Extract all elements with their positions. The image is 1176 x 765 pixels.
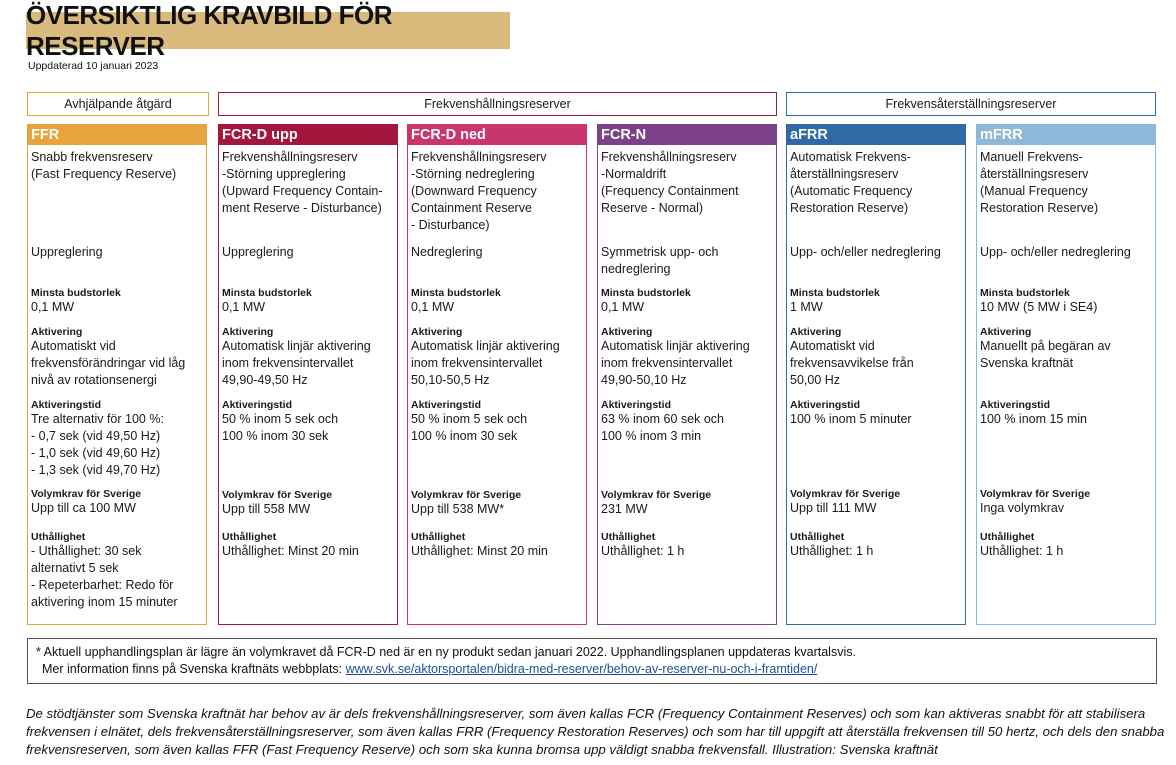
regulation-type: Nedreglering [411, 245, 483, 259]
column-description: Snabb frekvensreserv (Fast Frequency Reserve) [31, 150, 177, 181]
volume-label: Volymkrav för Sverige [411, 489, 522, 501]
activation-value: Manuellt på begäran av Svenska kraftnät [980, 339, 1111, 370]
min-bid-label: Minsta budstorlek [31, 287, 121, 299]
activation-time-value: 50 % inom 5 sek och 100 % inom 30 sek [222, 412, 339, 443]
min-bid-value: 10 MW (5 MW i SE4) [980, 300, 1098, 314]
activation-value: Automatisk linjär aktivering inom frekvensintervallet 50,10-50,5 Hz [411, 339, 560, 387]
column-description: Frekvenshållningsreserv -Normaldrift (Frequency Containment Reserve - Normal) [601, 150, 739, 215]
volume-label: Volymkrav för Sverige [980, 488, 1091, 500]
footnote-prefix: Mer information finns på Svenska kraftnäts webbplats: [42, 662, 346, 676]
column-fcr-n [597, 124, 777, 625]
activation-value: Automatisk linjär aktivering inom frekvensintervallet 49,90-50,10 Hz [601, 339, 750, 387]
endurance-label: Uthållighet [31, 531, 86, 543]
regulation-type: Symmetrisk upp- och nedreglering [601, 245, 719, 276]
svk-link[interactable]: www.svk.se/aktorsportalen/bidra-med-reserver/behov-av-reserver-nu-och-i-framtiden/ [345, 662, 818, 676]
min-bid-value: 0,1 MW [222, 300, 266, 314]
min-bid-label: Minsta budstorlek [411, 287, 501, 299]
activation-label: Aktivering [980, 326, 1032, 338]
endurance-label: Uthållighet [980, 531, 1035, 543]
column-mfrr [976, 124, 1156, 625]
activation-label: Aktivering [790, 326, 842, 338]
min-bid-value: 0,1 MW [411, 300, 455, 314]
min-bid-value: 0,1 MW [31, 300, 75, 314]
regulation-type: Upp- och/eller nedreglering [790, 245, 941, 259]
endurance-value: Uthållighet: Minst 20 min [222, 544, 359, 558]
activation-label: Aktivering [601, 326, 653, 338]
volume-value: Upp till ca 100 MW [31, 501, 136, 515]
group-header-frr: Frekvensåterställningsreserver [786, 92, 1156, 116]
endurance-value: Uthållighet: 1 h [601, 544, 685, 558]
footnote-more-info [36, 661, 1148, 678]
endurance-label: Uthållighet [601, 531, 656, 543]
column-title: FCR-D upp [219, 125, 397, 145]
group-header-fcr: Frekvenshållningsreserver [218, 92, 777, 116]
column-title: FCR-D ned [408, 125, 586, 145]
min-bid-value: 1 MW [790, 300, 823, 314]
footnote-box [27, 638, 1157, 684]
volume-value: Upp till 111 MW [790, 501, 877, 515]
volume-value: Upp till 558 MW [222, 502, 311, 516]
activation-time-label: Aktiveringstid [980, 399, 1051, 411]
activation-label: Aktivering [222, 326, 274, 338]
column-description: Automatisk Frekvens- återställningsreserv (Automatic Frequency Restoration Reserve) [790, 150, 913, 215]
volume-label: Volymkrav för Sverige [601, 489, 712, 501]
page-title: ÖVERSIKTLIG KRAVBILD FÖR RESERVER [26, 0, 392, 61]
activation-value: Automatisk linjär aktivering inom frekvensintervallet 49,90-49,50 Hz [222, 339, 371, 387]
endurance-value: - Uthållighet: 30 sek alternativt 5 sek - Repeterbarhet: Redo för aktivering inom 15 minuter [31, 544, 178, 609]
image-caption: De stödtjänster som Svenska kraftnät har behov av är dels frekvenshållningsreserver, som även kallas FCR (Frequency Containment Reserves) och som kan aktiveras snabbt för att stabilisera frekvensen i elnätet, dels frekvensåterställningsreserver, som även kallas FRR (Frequency Restoration Reserves) och som har till uppgift att återställa frekvensen till 50 hertz, och dels den snabba frekvensreserven, som även kallas FFR (Fast Frequency Reserve) och som ska kunna bromsa upp väldigt snabba frekvensfall. Illustration: Svenska kraftnät [26, 706, 1165, 757]
endurance-value: Uthållighet: 1 h [790, 544, 874, 558]
activation-value: Automatiskt vid frekvensavvikelse från 50,00 Hz [790, 339, 914, 387]
activation-time-label: Aktiveringstid [790, 399, 861, 411]
activation-time-label: Aktiveringstid [601, 399, 672, 411]
activation-time-value: Tre alternativ för 100 %: - 0,7 sek (vid 49,50 Hz) - 1,0 sek (vid 49,60 Hz) - 1,3 sek (vid 49,70 Hz) [31, 412, 164, 477]
regulation-type: Uppreglering [222, 245, 294, 259]
activation-label: Aktivering [31, 326, 83, 338]
column-afrr [786, 124, 966, 625]
volume-label: Volymkrav för Sverige [31, 488, 142, 500]
regulation-type: Upp- och/eller nedreglering [980, 245, 1131, 259]
column-description: Frekvenshållningsreserv -Störning uppreglering (Upward Frequency Contain- ment Reserve - Disturbance) [222, 150, 383, 215]
activation-time-value: 100 % inom 5 minuter [790, 412, 912, 426]
column-description: Manuell Frekvens- återställningsreserv (Manual Frequency Restoration Reserve) [980, 150, 1099, 215]
column-title: mFRR [977, 125, 1155, 145]
updated-date: Uppdaterad 10 januari 2023 [28, 60, 159, 72]
volume-value: 231 MW [601, 502, 648, 516]
regulation-type: Uppreglering [31, 245, 103, 259]
endurance-value: Uthållighet: Minst 20 min [411, 544, 548, 558]
footnote-line: * Aktuell upphandlingsplan är lägre än volymkravet då FCR-D ned är en ny produkt sedan januari 2022. Upphandlingsplanen uppdateras kvartalsvis. [36, 645, 856, 659]
column-fcr-d-upp [218, 124, 398, 625]
volume-value: Inga volymkrav [980, 501, 1065, 515]
activation-time-label: Aktiveringstid [31, 399, 102, 411]
column-ffr [27, 124, 207, 625]
volume-label: Volymkrav för Sverige [222, 489, 333, 501]
volume-label: Volymkrav för Sverige [790, 488, 901, 500]
column-title: FCR-N [598, 125, 776, 145]
group-header-ffr: Avhjälpande åtgärd [27, 92, 209, 116]
title-banner [26, 0, 510, 61]
endurance-label: Uthållighet [790, 531, 845, 543]
endurance-value: Uthållighet: 1 h [980, 544, 1064, 558]
activation-time-label: Aktiveringstid [411, 399, 482, 411]
activation-label: Aktivering [411, 326, 463, 338]
volume-value: Upp till 538 MW* [411, 502, 505, 516]
column-fcr-d-ned [407, 124, 587, 625]
endurance-label: Uthållighet [222, 531, 277, 543]
min-bid-label: Minsta budstorlek [222, 287, 312, 299]
column-title: FFR [28, 125, 206, 145]
min-bid-label: Minsta budstorlek [980, 287, 1070, 299]
activation-time-value: 63 % inom 60 sek och 100 % inom 3 min [601, 412, 724, 443]
min-bid-value: 0,1 MW [601, 300, 645, 314]
activation-time-value: 50 % inom 5 sek och 100 % inom 30 sek [411, 412, 528, 443]
activation-time-value: 100 % inom 15 min [980, 412, 1088, 426]
column-title: aFRR [787, 125, 965, 145]
column-description: Frekvenshållningsreserv -Störning nedreglering (Downward Frequency Containment Reserve - Disturbance) [411, 150, 547, 232]
activation-time-label: Aktiveringstid [222, 399, 293, 411]
min-bid-label: Minsta budstorlek [790, 287, 880, 299]
endurance-label: Uthållighet [411, 531, 466, 543]
activation-value: Automatiskt vid frekvensförändringar vid låg nivå av rotationsenergi [31, 339, 186, 387]
min-bid-label: Minsta budstorlek [601, 287, 691, 299]
